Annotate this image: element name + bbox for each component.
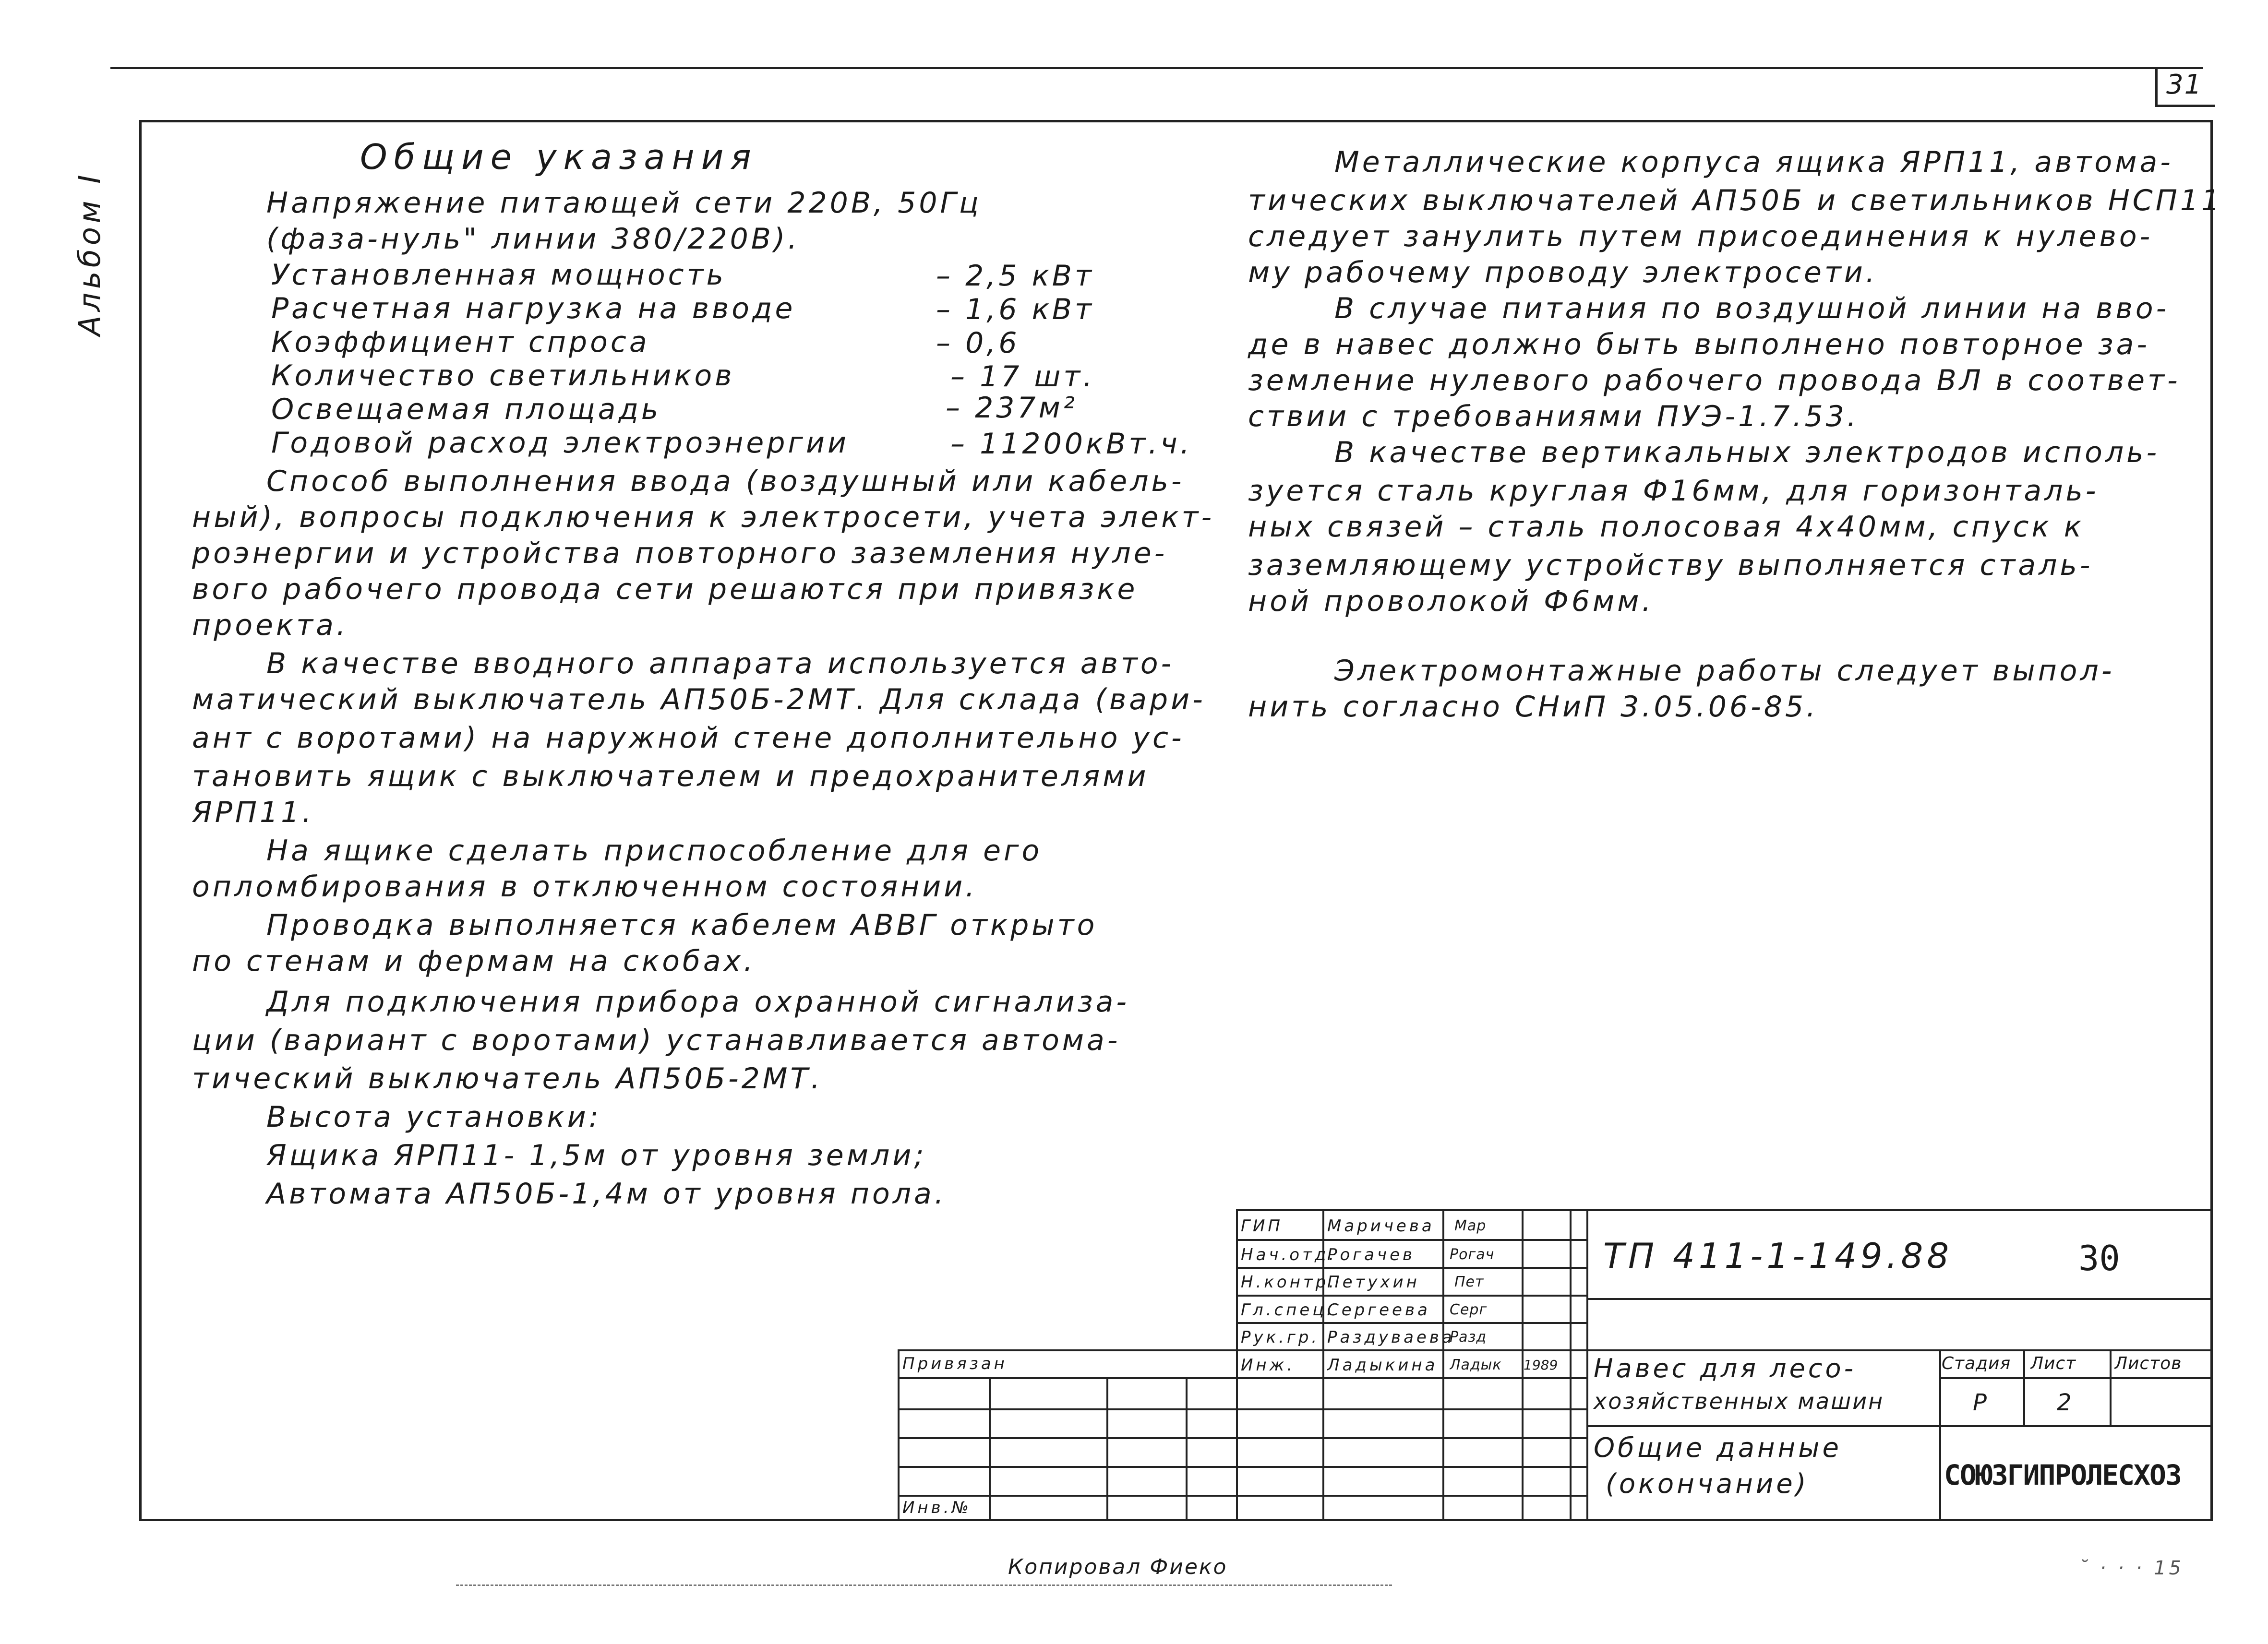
- year-cell: 1989: [1524, 1357, 1558, 1373]
- stage-header: Стадия: [1942, 1354, 2011, 1373]
- sheet-value: 2: [2057, 1389, 2075, 1416]
- param-label: Расчетная нагрузка на вводе: [271, 292, 796, 325]
- sheet-title-line1: Общие данные: [1594, 1432, 1842, 1464]
- signature-cell: Серг: [1450, 1301, 1488, 1318]
- role-cell: Гл.спец.: [1241, 1300, 1335, 1320]
- signature-cell: Пет: [1454, 1274, 1484, 1290]
- text-line: по стенам и фермам на скобах.: [192, 944, 756, 978]
- text-line: Электромонтажные работы следует выпол-: [1334, 654, 2115, 688]
- tb-line: [1236, 1209, 2213, 1211]
- text-line: тических выключателей АП50Б и светильников НСП11: [1248, 184, 2223, 217]
- text-line: Ящика ЯРП11- 1,5м от уровня земли;: [266, 1139, 927, 1172]
- text-line: Автомата АП50Б-1,4м от уровня пола.: [266, 1177, 947, 1211]
- text-line: В качестве вертикальных электродов исполь-: [1334, 436, 2160, 469]
- tb-line: [989, 1377, 991, 1521]
- text-line: опломбирования в отключенном состоянии.: [192, 870, 978, 904]
- tb-line: [1939, 1377, 2213, 1379]
- text-line: му рабочему проводу электросети.: [1248, 256, 1878, 289]
- tb-line: [1570, 1209, 1572, 1521]
- text-line: Металлические корпуса ящика ЯРП11, автома-: [1334, 145, 2173, 179]
- name-cell: Маричева: [1327, 1216, 1435, 1236]
- role-cell: Н.контр.: [1241, 1273, 1337, 1292]
- text-line: тический выключатель АП50Б-2МТ.: [192, 1062, 823, 1096]
- page-number: 31: [2166, 69, 2203, 100]
- sheets-header: Листов: [2114, 1354, 2182, 1373]
- text-line: роэнергии и устройства повторного заземления нуле-: [192, 536, 1168, 570]
- section-title: Общие указания: [360, 137, 758, 177]
- text-line: Проводка выполняется кабелем АВВГ открыто: [266, 908, 1098, 942]
- name-cell: Рогачев: [1327, 1245, 1416, 1264]
- copied-by-note: Копировал Фиеко: [1008, 1555, 1228, 1579]
- text-line: матический выключатель АП50Б-2МТ. Для склада (вари-: [192, 683, 1206, 716]
- text-line: ции (вариант с воротами) устанавливается автома-: [192, 1024, 1121, 1057]
- tb-line: [2023, 1349, 2025, 1425]
- param-value: – 0,6: [936, 326, 1020, 360]
- object-name-line1: Навес для лесо-: [1594, 1353, 1857, 1383]
- stage-value: Р: [1973, 1389, 1990, 1416]
- text-line: вого рабочего провода сети решаются при привязке: [192, 572, 1138, 606]
- text-line: На ящике сделать приспособление для его: [266, 834, 1043, 868]
- tb-line: [2110, 1349, 2112, 1425]
- tb-line: [898, 1437, 1586, 1439]
- text-line: земление нулевого рабочего провода ВЛ в соответ-: [1248, 364, 2181, 397]
- text-line: зуется сталь круглая Ф16мм, для горизонталь-: [1248, 474, 2099, 508]
- top-trim-line: [110, 67, 2203, 69]
- text-line: ЯРП11.: [192, 796, 314, 829]
- name-cell: Сергеева: [1327, 1300, 1430, 1320]
- text-line: тановить ящик с выключателем и предохранителями: [192, 760, 1149, 793]
- tb-line: [898, 1349, 1236, 1351]
- signature-cell: Ладык: [1450, 1357, 1502, 1373]
- role-cell: Рук.гр.: [1241, 1328, 1320, 1347]
- tb-line: [898, 1377, 1586, 1379]
- text-line: заземляющему устройству выполняется сталь-: [1248, 548, 2093, 582]
- tb-line: [1186, 1377, 1188, 1521]
- sheet-header: Лист: [2030, 1354, 2076, 1373]
- text-line: ант с воротами) на наружной стене дополнительно ус-: [192, 721, 1185, 755]
- role-cell: Инж.: [1241, 1356, 1296, 1375]
- role-cell: Нач.отд.: [1241, 1245, 1337, 1264]
- tb-line: [1106, 1377, 1108, 1521]
- tb-line: [1442, 1209, 1444, 1521]
- tb-line: [898, 1349, 900, 1521]
- param-label: Годовой расход электроэнергии: [271, 426, 849, 460]
- text-line: проекта.: [192, 608, 348, 642]
- param-label: Количество светильников: [271, 359, 735, 393]
- text-line: ствии с требованиями ПУЭ-1.7.53.: [1248, 400, 1859, 433]
- name-cell: Петухин: [1327, 1273, 1420, 1292]
- tb-line: [1939, 1349, 1941, 1521]
- tb-line: [1236, 1295, 1586, 1297]
- param-value: – 11200кВт.ч.: [950, 427, 1192, 461]
- tb-line: [1586, 1425, 2213, 1427]
- linked-label: Привязан: [902, 1354, 1008, 1373]
- tb-line: [1586, 1349, 2213, 1351]
- role-cell: ГИП: [1241, 1216, 1283, 1236]
- organization: СОЮЗГИПРОЛЕСХОЗ: [1944, 1459, 2181, 1491]
- text-line: Для подключения прибора охранной сигнализа-: [266, 985, 1130, 1019]
- text-line: ных связей – сталь полосовая 4х40мм, спуск к: [1248, 510, 2085, 544]
- param-label: Освещаемая площадь: [271, 393, 661, 426]
- name-cell: Раздуваева: [1327, 1328, 1455, 1347]
- tb-line: [898, 1495, 1586, 1497]
- signature-cell: Разд: [1450, 1329, 1487, 1346]
- text-line: В случае питания по воздушной линии на вво-: [1334, 292, 2170, 325]
- text-line: де в навес должно быть выполнено повторное за-: [1248, 328, 2150, 361]
- param-label: Напряжение питающей сети 220В, 50Гц: [266, 186, 982, 220]
- bottom-trim-line: [456, 1584, 1392, 1586]
- text-line: ной проволокой Ф6мм.: [1248, 584, 1654, 618]
- inv-label: Инв.№: [902, 1498, 972, 1517]
- signature-cell: Рогач: [1450, 1246, 1495, 1263]
- tb-line: [1236, 1349, 1586, 1351]
- param-value: – 237м²: [946, 391, 1078, 425]
- sheet-code: 30: [2078, 1238, 2120, 1278]
- tb-line: [898, 1408, 1586, 1410]
- text-line: Высота установки:: [266, 1100, 601, 1134]
- tb-line: [1586, 1209, 1588, 1521]
- text-line: следует занулить путем присоединения к нулево-: [1248, 220, 2153, 253]
- tb-line: [1236, 1322, 1586, 1324]
- param-label: Коэффициент спроса: [271, 325, 650, 359]
- param-value: – 1,6 кВт: [936, 293, 1094, 326]
- page-number-box: [2155, 67, 2215, 107]
- text-line: В качестве вводного аппарата используется авто-: [266, 647, 1175, 680]
- document-code: ТП 411-1-149.88: [1603, 1236, 1953, 1276]
- bottom-right-note: ˘ · · · 15: [2078, 1557, 2184, 1579]
- sheet-title-line2: (окончание): [1606, 1468, 1809, 1500]
- text-line: нить согласно СНиП 3.05.06-85.: [1248, 690, 1819, 724]
- param-value: – 2,5 кВт: [936, 259, 1094, 293]
- name-cell: Ладыкина: [1327, 1356, 1438, 1375]
- text-line: ный), вопросы подключения к электросети, учета элект-: [192, 500, 1215, 534]
- tb-line: [1236, 1209, 1238, 1521]
- tb-line: [1236, 1267, 1586, 1269]
- tb-line: [1586, 1298, 2213, 1300]
- signature-cell: Мар: [1454, 1217, 1487, 1234]
- param-label: Установленная мощность: [271, 258, 726, 292]
- album-label: Альбом I: [72, 171, 107, 336]
- param-value: – 17 шт.: [950, 360, 1095, 393]
- text-line: Способ выполнения ввода (воздушный или кабель-: [266, 465, 1185, 498]
- object-name-line2: хозяйственных машин: [1594, 1388, 1884, 1414]
- tb-line: [898, 1466, 1586, 1468]
- param-label: (фаза-нуль" линии 380/220В).: [266, 222, 800, 256]
- tb-line: [1236, 1239, 1586, 1241]
